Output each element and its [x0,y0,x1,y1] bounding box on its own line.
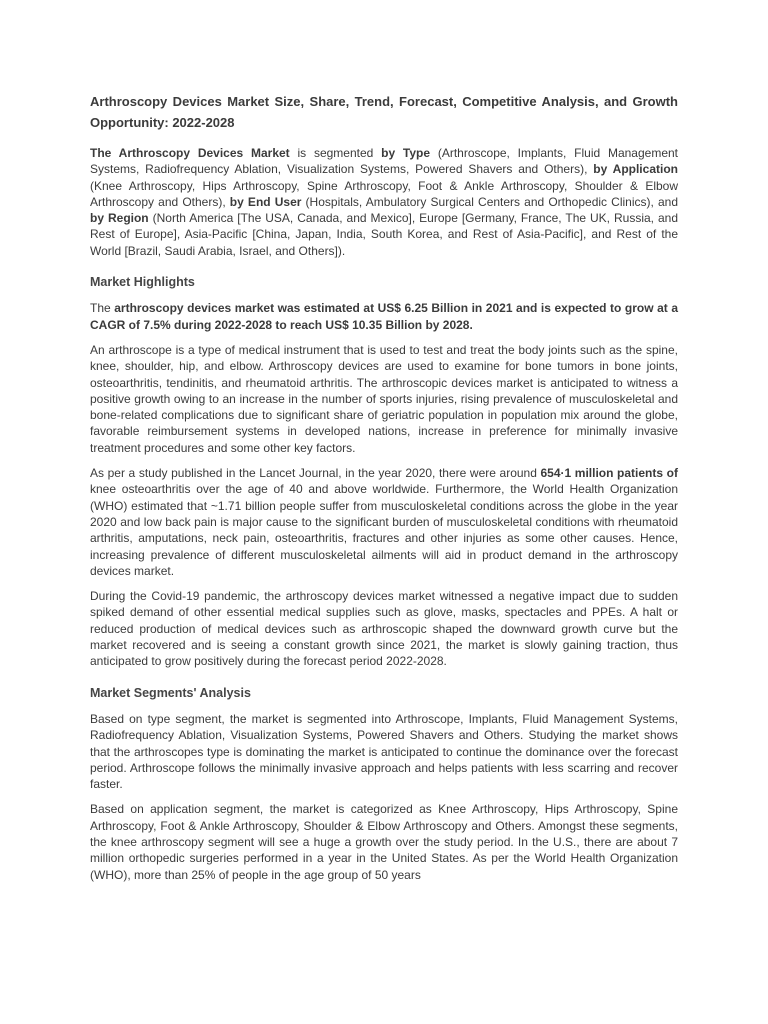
text-segment: The Arthroscopy Devices Market [90,146,290,160]
text-segment: (North America [The USA, Canada, and Mexico], Europe [Germany, France, The UK, Russia, and Rest of Europe], Asia-Pacific [China, Japan, India, South Korea, and Rest of Asia-Pacific], and Rest of the World [Brazil, Saudi Arabia, Israel, and Others]). [90,211,678,258]
arthroscope-overview-paragraph: An arthroscope is a type of medical instrument that is used to test and treat the body joints such as the spine, knee, shoulder, hip, and elbow. Arthroscopy devices are used to examine for bone tumors in bone joints, osteoarthritis, tendinitis, and rheumatoid arthritis. The arthroscopic devices market is anticipated to witness a positive growth owing to an increase in the number of sports injuries, rising prevalence of musculoskeletal and bone-related complications due to significant share of geriatric population in population mix around the globe, favorable reimbursement systems in developed nations, increase in preference for minimally invasive treatment procedures and some other key factors. [90,342,678,455]
market-highlights-heading: Market Highlights [90,275,195,290]
text-segment: (Knee Arthroscopy, Hips Arthroscopy, Spine Arthroscopy, Foot & Ankle Arthroscopy, Shoulder & Elbow Arthroscopy and Others), [90,178,678,209]
text-segment: by Type [381,146,431,160]
application-segment-paragraph: Based on application segment, the market is categorized as Knee Arthroscopy, Hips Arthroscopy, Spine Arthroscopy, Foot & Ankle Arthroscopy, Shoulder & Elbow Arthroscopy and Others. Amongst these segments, the knee arthroscopy segment will see a huge a growth over the study period. In the U.S., there are about 7 million orthopedic surgeries performed in a year in the United States. As per the World Health Organization (WHO), more than 25% of people in the age group of 50 years [90,802,678,882]
text-segment: arthroscopy devices market was estimated at US$ 6.25 Billion in 2021 and is expected to grow at a CAGR of 7.5% during 2022-2028 to reach US$ 10.35 Billion by 2028. [90,301,679,332]
type-segment-paragraph: Based on type segment, the market is segmented into Arthroscope, Implants, Fluid Management Systems, Radiofrequency Ablation, Visualization Systems, Powered Shavers and Others. Studying the market shows that the arthroscopes type is dominating the market is anticipated to continue the dominance over the forecast period. Arthroscope follows the minimally invasive approach and helps patients with less scarring and recover faster. [90,711,678,792]
segments-analysis-heading: Market Segments' Analysis [90,685,251,700]
market-estimate-paragraph [90,300,678,333]
text-segment: As per a study published in the Lancet Journal, in the year 2020, there were around [90,466,541,481]
text-segment: (Hospitals, Ambulatory Surgical Centers and Orthopedic Clinics), and [301,194,678,209]
text-segment: The [90,301,115,316]
lancet-study-paragraph [90,465,678,579]
text-segment: by End User [229,194,302,209]
intro-paragraph [90,145,678,259]
text-segment: knee osteoarthritis over the age of 40 and above worldwide. Furthermore, the World Health Organization (WHO) estimated that ~1.71 billion people suffer from musculoskeletal conditions across the globe in the year 2020 and low back pain is major cause to the significant burden of musculoskeletal conditions with rheumatoid arthritis, amputations, neck pain, osteoarthritis, fractures and other injuries as some other causes. Hence, increasing prevalence of different musculoskeletal ailments will aid in product demand in the arthroscopy devices market. [90,482,678,578]
text-segment: by Application [593,162,678,177]
text-segment: (Arthroscope, Implants, Fluid Management Systems, Radiofrequency Ablation, Visualization Systems, Powered Shavers and Others), [90,146,678,177]
text-segment: by Region [90,211,149,226]
text-segment: 654·1 million patients of [540,466,678,481]
document-title-text: Arthroscopy Devices Market Size, Share, Trend, Forecast, Competitive Analysis, and Growth Opportunity: 2022-2028 [90,94,678,130]
covid-impact-paragraph: During the Covid-19 pandemic, the arthroscopy devices market witnessed a negative impact due to sudden spiked demand of other essential medical supplies such as glove, masks, spectacles and PPEs. A halt or reduced production of medical devices such as arthroscopic shaped the downward growth curve but the market recovered and is seeing a constant growth since 2021, the market is slowly gaining traction, thus anticipated to grow positively during the forecast period 2022-2028. [90,589,678,669]
document-title [90,91,678,133]
text-segment: is segmented [289,146,382,160]
